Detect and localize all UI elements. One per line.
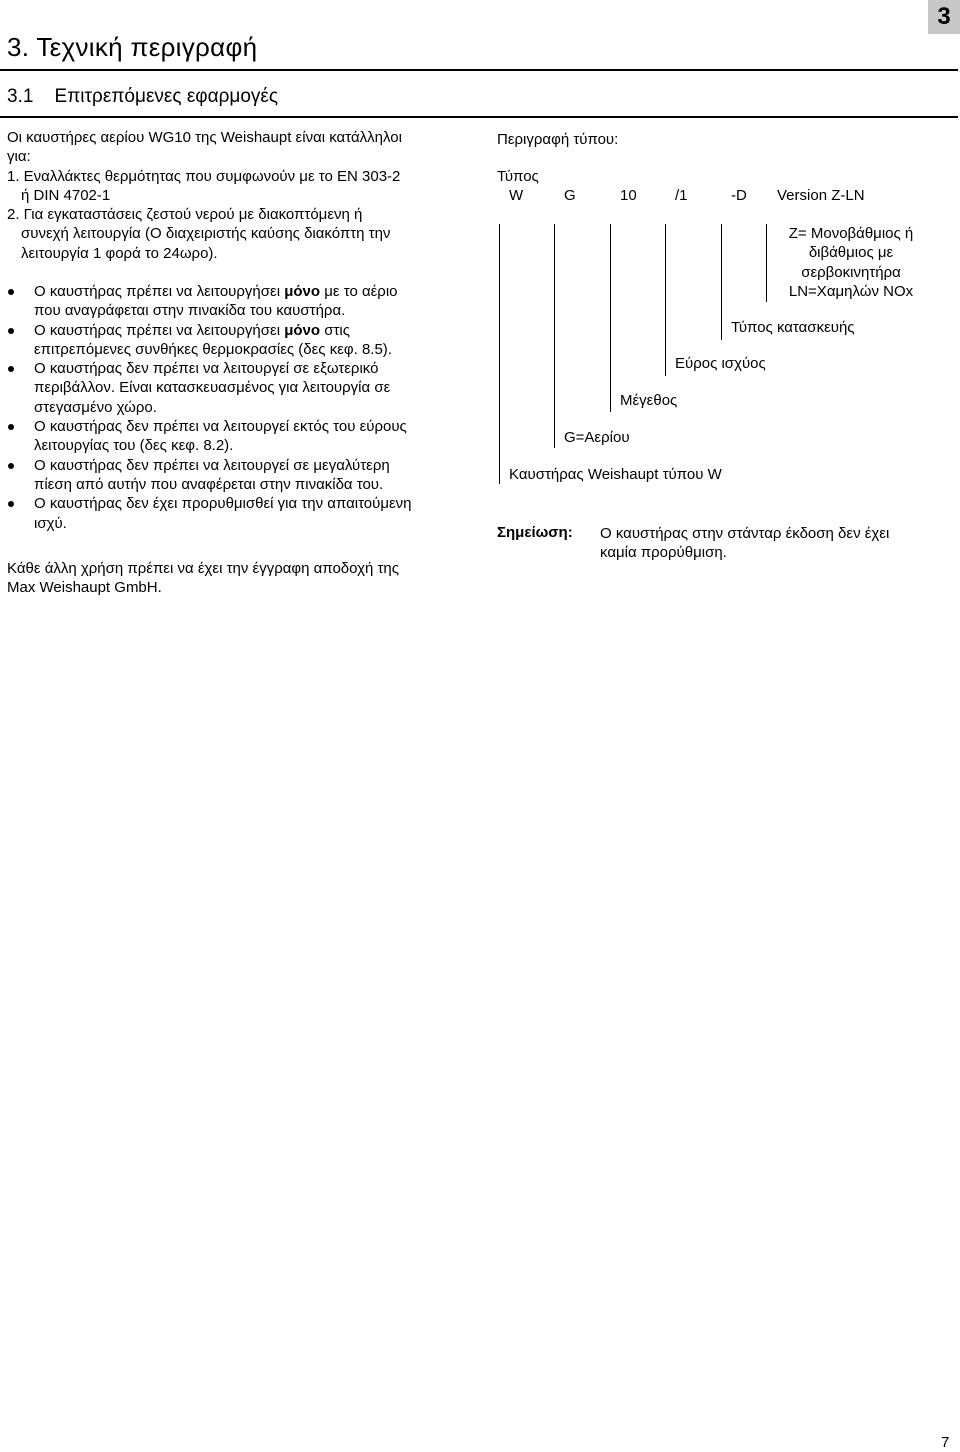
title-rule <box>0 69 958 71</box>
usage-bullet-list <box>7 282 462 533</box>
code-version: Version Z-LN <box>777 187 865 204</box>
note-label: Σημείωση: <box>497 524 573 541</box>
intro-item-2-cont: λειτουργία 1 φορά το 24ωρο). <box>21 244 218 262</box>
chapter-tab: 3 <box>928 0 960 34</box>
type-description-title: Περιγραφή τύπου: <box>497 131 619 148</box>
code-w: W <box>509 187 524 204</box>
connector-construction <box>721 224 722 340</box>
connector-size <box>610 224 611 412</box>
connector-g <box>554 224 555 448</box>
section-title: 3.1 Επιτρεπόμενες εφαρμογές <box>7 86 279 107</box>
intro-line: Οι καυστήρες αερίου WG10 της Weishaupt είναι κατάλληλοι <box>7 129 402 146</box>
power-range-label: Εύρος ισχύος <box>675 355 766 372</box>
code-construction: -D <box>731 187 747 204</box>
code-size: 10 <box>620 187 637 204</box>
type-label: Τύπος <box>497 168 539 185</box>
connector-version <box>766 224 767 302</box>
list-item: Ο καυστήρας δεν πρέπει να λειτουργεί σε μεγαλύτερη πίεση από αυτήν που αναφέρεται στην πινακίδα του. <box>7 456 462 495</box>
code-power-range: /1 <box>675 187 688 204</box>
section-rule <box>0 116 958 118</box>
version-description: Z= Μονοβάθμιος ή διβάθμιος με σερβοκινητήρα LN=Χαμηλών NOx <box>788 225 914 300</box>
list-item: Ο καυστήρας δεν έχει προρυθμισθεί για την απαιτούμενη ισχύ. <box>7 494 462 533</box>
intro-item-1: 1. Εναλλάκτες θερμότητας που συμφωνούν με το EN 303-2 <box>7 167 401 185</box>
list-item: Ο καυστήρας πρέπει να λειτουργήσει μόνο με το αέριο που αναγράφεται στην πινακίδα του καυστήρα. <box>7 282 462 321</box>
burner-type-label: Καυστήρας Weishaupt τύπου W <box>509 466 722 483</box>
size-label: Μέγεθος <box>620 392 678 409</box>
list-item: Ο καυστήρας δεν πρέπει να λειτουργεί εκτός του εύρους λειτουργίας του (δες κεφ. 8.2). <box>7 417 462 456</box>
gas-label: G=Αερίου <box>564 429 630 446</box>
list-item: Ο καυστήρας δεν πρέπει να λειτουργεί σε εξωτερικό περιβάλλον. Είναι κατασκευασμένος για λειτουργία σε στεγασμένο χώρο. <box>7 359 462 417</box>
code-g: G <box>564 187 576 204</box>
construction-type-label: Τύπος κατασκευής <box>731 319 855 336</box>
type-code-row <box>0 187 960 207</box>
intro-item-2-cont: συνεχή λειτουργία (Ο διαχειριστής καύσης διακόπτη την <box>21 225 391 243</box>
connector-power-range <box>665 224 666 376</box>
intro-item-1-cont: ή DIN 4702-1 <box>21 186 111 204</box>
page-title: 3. Τεχνική περιγραφή <box>7 32 258 62</box>
intro-line: για: <box>7 148 31 166</box>
connector-w <box>499 224 500 484</box>
intro-item-2: 2. Για εγκαταστάσεις ζεστού νερού με διακοπτόμενη ή <box>7 206 363 224</box>
list-item: Ο καυστήρας πρέπει να λειτουργήσει μόνο στις επιτρεπόμενες συνθήκες θερμοκρασίες (δες κεφ. 8.5). <box>7 321 462 360</box>
closing-text: Κάθε άλλη χρήση πρέπει να έχει την έγγραφη αποδοχή της Max Weishaupt GmbH. <box>7 560 399 597</box>
note-text: Ο καυστήρας στην στάνταρ έκδοση δεν έχει καμία προρύθμιση. <box>600 525 890 562</box>
page-number: 7 <box>941 1434 950 1451</box>
